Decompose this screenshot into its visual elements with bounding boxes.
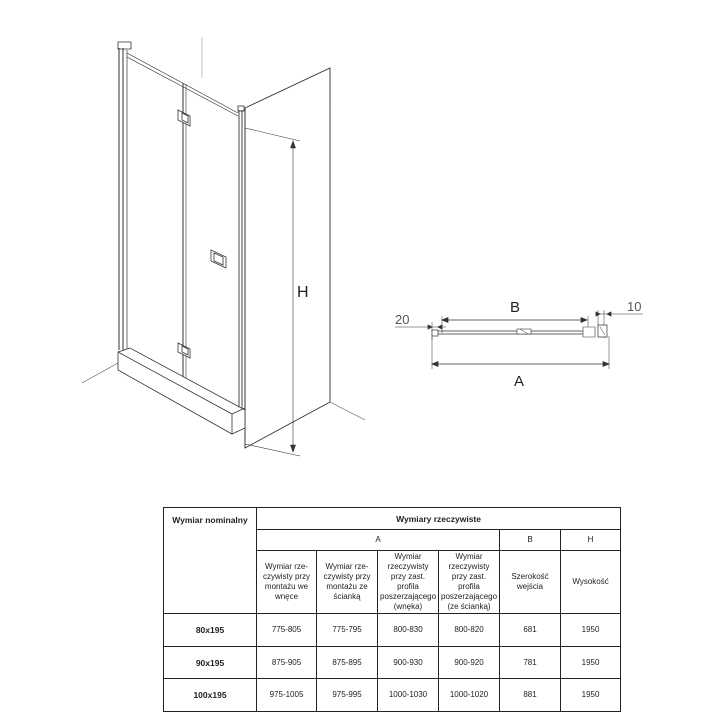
table-cell: 875-895 <box>317 647 378 679</box>
dimension-10-label: 10 <box>627 299 642 314</box>
table-row <box>164 614 621 647</box>
floor-line-right <box>330 402 365 420</box>
table-cell: 975-995 <box>317 679 378 712</box>
table-cell: 781 <box>500 647 561 679</box>
elevation-view <box>82 37 365 456</box>
table-cell: 900-930 <box>378 647 439 679</box>
side-wall <box>245 68 330 448</box>
hinge-top <box>178 110 190 126</box>
table-cell: 775-805 <box>257 614 317 647</box>
dimensions-table <box>163 507 621 712</box>
column-header: Szerokość wejścia <box>500 551 561 614</box>
table-cell: 900-920 <box>439 647 500 679</box>
row-name: 100x195 <box>164 679 257 712</box>
column-header: Wymiar rzeczywisty przy zast. profila poszerzającego (wnęka) <box>378 551 439 614</box>
plan-view <box>395 310 643 369</box>
table-cell: 800-830 <box>378 614 439 647</box>
table-cell: 1950 <box>561 614 621 647</box>
hinge-bottom <box>178 343 190 358</box>
table-cell: 1000-1020 <box>439 679 500 712</box>
letter-header-b: B <box>500 530 561 551</box>
column-header: Wysokość <box>561 551 621 614</box>
letter-header-a: A <box>257 530 500 551</box>
shower-tray <box>118 348 245 434</box>
row-name: 80x195 <box>164 614 257 647</box>
group-header: Wymiary rzeczywiste <box>257 508 621 530</box>
left-profile <box>118 42 131 352</box>
door-handle <box>211 250 226 268</box>
dimension-a-label: A <box>514 373 525 390</box>
table-cell: 881 <box>500 679 561 712</box>
column-header: Wymiar rze-czywisty przy montażu we wnęce <box>257 551 317 614</box>
table-cell: 681 <box>500 614 561 647</box>
table-cell: 875-905 <box>257 647 317 679</box>
column-header: Wymiar rzeczywisty przy zast. profila poszerzającego (ze ścianką) <box>439 551 500 614</box>
floor-line-left <box>82 363 118 383</box>
table-cell: 1950 <box>561 647 621 679</box>
right-profile <box>238 106 244 420</box>
table-cell: 975-1005 <box>257 679 317 712</box>
letter-header-h: H <box>561 530 621 551</box>
table-cell: 1950 <box>561 679 621 712</box>
corner-header: Wymiar nominalny <box>164 508 257 614</box>
table-cell: 800-820 <box>439 614 500 647</box>
dimension-b-label: B <box>510 299 521 316</box>
table-cell: 1000-1030 <box>378 679 439 712</box>
table-row <box>164 679 621 712</box>
plan-door-profile <box>432 325 607 337</box>
table-row <box>164 647 621 679</box>
column-header: Wymiar rze-czywisty przy montażu ze ścianką <box>317 551 378 614</box>
height-label: H <box>297 284 309 301</box>
table-cell: 775-795 <box>317 614 378 647</box>
row-name: 90x195 <box>164 647 257 679</box>
dimension-20-label: 20 <box>395 312 410 327</box>
